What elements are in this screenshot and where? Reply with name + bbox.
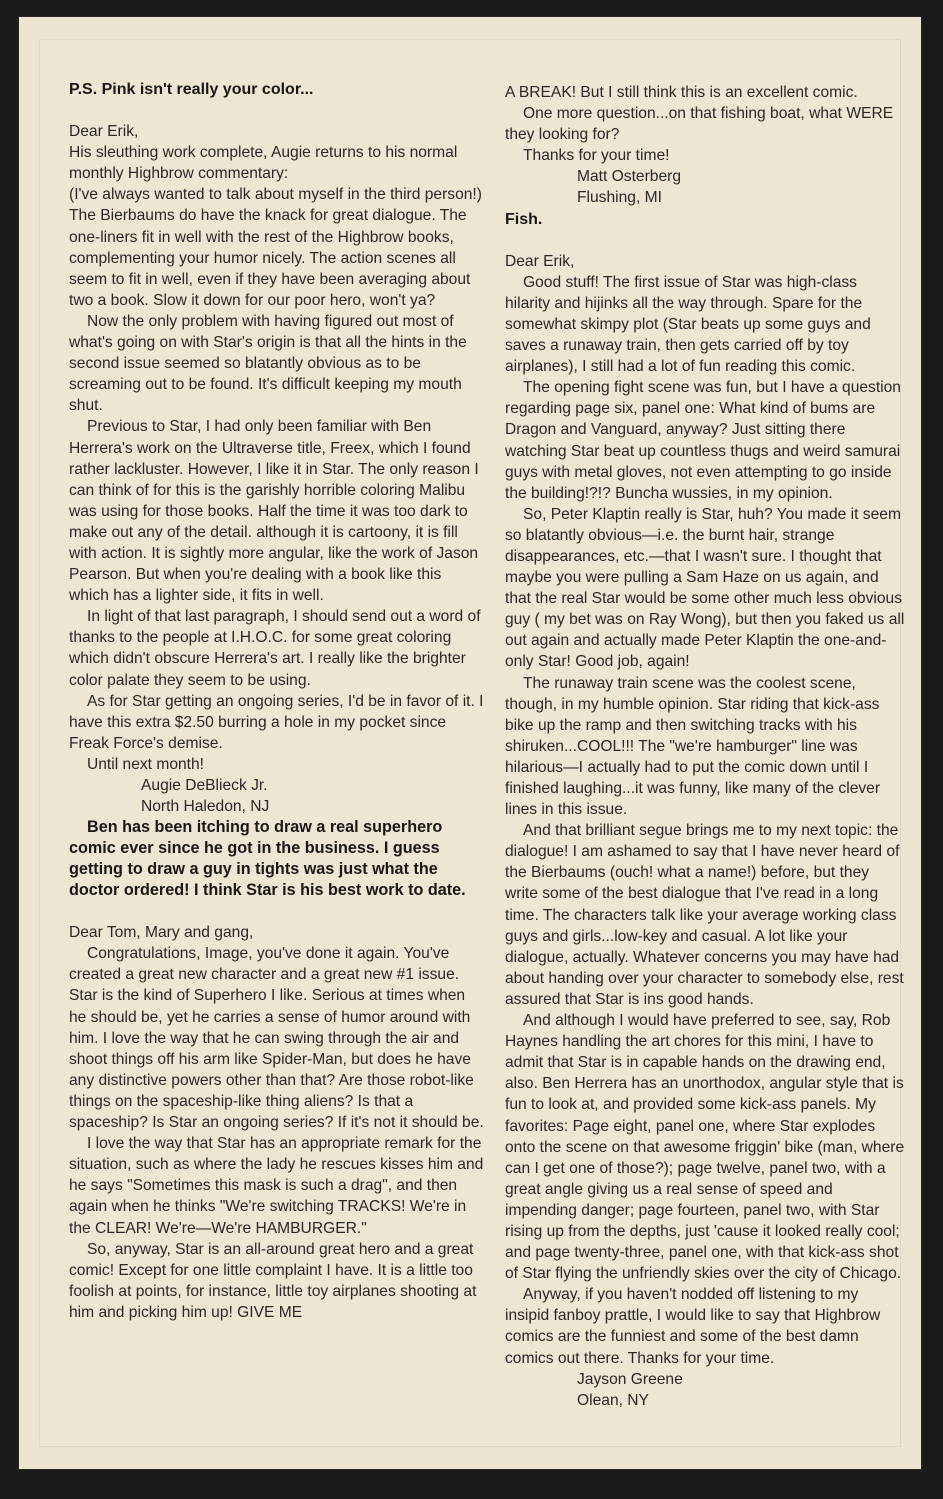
editor-reply: Fish. bbox=[505, 210, 543, 228]
paragraph: And that brilliant segue brings me to my next topic: the dialogue! I am ashamed to say that I have never heard of the Bierbaums (ouch! what a name!) before, but they write some of the best dialogue that I've read in a long time. The characters talk like your average working class guys and girls...low-key and casual. A lot like your dialogue, actually. Whatever concerns you may have had about handing over your character to somebody else, rest assured that Star is ins good hands. bbox=[505, 822, 904, 1008]
paragraph: A BREAK! But I still think this is an excellent comic. bbox=[505, 84, 858, 101]
closing: Until next month! bbox=[87, 755, 205, 773]
salutation: Dear Erik, bbox=[505, 252, 575, 270]
paragraph: Anyway, if you haven't nodded off listening to my insipid fanboy prattle, I would like to say that Highbrow comics are the funniest and some of the best damn comics out there. Thanks for your time. bbox=[505, 1286, 881, 1367]
paragraph: In light of that last paragraph, I should send out a word of thanks to the people at I.H.O.C. for some great coloring which didn't obscure Herrera's art. I really like the brighter color palate they seem to be using. bbox=[69, 608, 481, 689]
paragraph: And although I would have preferred to see, say, Rob Haynes handling the art chores for this mini, I have to admit that Star is in capable hands on the drawing end, also. Ben Herrera has an unorthodox, angular style that is fun to look at, and provided some kick-ass panels. My favorites: Page eight, panel one, where Star explodes onto the scene on that awesome friggin' bike (man, where can I get one of those?); page twelve, panel two, with a great angle giving us a real sense of speed and impending danger; page fourteen, panel two, with Star rising up from the depths, just 'cause it looked really cool; and page twenty-three, panel one, with that kick-ass shot of Star flying the unfriendly skies over the city of Chicago. bbox=[505, 1012, 905, 1283]
right-column bbox=[505, 82, 905, 1411]
page-background bbox=[18, 16, 922, 1470]
signature-place: Flushing, MI bbox=[577, 189, 662, 207]
left-column bbox=[69, 79, 485, 1323]
letters-page bbox=[39, 39, 905, 1447]
closing: Thanks for your time! bbox=[523, 147, 670, 165]
salutation: Dear Erik, bbox=[69, 123, 139, 141]
paragraph: So, anyway, Star is an all-around great hero and a great comic! Except for one little complaint I have. It is a little too foolish at points, for instance, little toy airplanes shooting at him and picking him up! GIVE ME bbox=[69, 1240, 477, 1321]
paragraph: So, Peter Klaptin really is Star, huh? You made it seem so blatantly obvious—i.e. the burnt hair, strange disappearances, etc.—that I wasn't sure. I thought that maybe you were pulling a Sam Haze on us again, and that the real Star would be some other much less obvious guy ( my bet was on Ray Wong), but then you faked us all out again and actually made Peter Klaptin the one-and-only Star! Good job, again! bbox=[505, 505, 905, 671]
paragraph: Congratulations, Image, you've done it again. You've created a great new character and a great new #1 issue. Star is the kind of Superhero I like. Serious at times when he should be, yet he carries a sense of humor around with him. I love the way that he can swing through the air and shoot things off his arm like Spider-Man, but does he have any distinctive powers other than that? Are those robot-like things on the spaceship-like thing aliens? Is that a spaceship? Is Star an ongoing series? If it's not it should be. bbox=[69, 945, 484, 1132]
paragraph: Now the only problem with having figured out most of what's going on with Star's origin is that all the hints in the second issue seemed so blatantly obvious as to be screaming out to be found. It's difficult keeping my mouth shut. bbox=[69, 312, 467, 415]
signature-place: North Haledon, NJ bbox=[141, 798, 270, 816]
section-heading: P.S. Pink isn't really your color... bbox=[69, 81, 314, 98]
paragraph: Good stuff! The first issue of Star was high-class hilarity and hijinks all the way through. Spare for the somewhat skimpy plot (Star beats up some guys and saves a runaway train, then gets carried off by toy airplanes), I still had a lot of fun reading this comic. bbox=[505, 273, 871, 376]
paragraph: His sleuthing work complete, Augie returns to his normal monthly Highbrow commentary: bbox=[69, 144, 458, 183]
letter-jayson bbox=[505, 251, 905, 1411]
paragraph: As for Star getting an ongoing series, I'd be in favor of it. I have this extra $2.50 burring a hole in my pocket since Freak Force's demise. bbox=[69, 692, 484, 752]
signature-name: Matt Osterberg bbox=[577, 168, 681, 186]
salutation: Dear Tom, Mary and gang, bbox=[69, 924, 254, 942]
editor-reply: Ben has been itching to draw a real superhero comic ever since he got in the business. I guess getting to draw a guy in tights was just what the doctor ordered! I think Star is his best work to date. bbox=[69, 818, 466, 900]
signature-place: Olean, NY bbox=[577, 1391, 649, 1409]
paragraph: Previous to Star, I had only been familiar with Ben Herrera's work on the Ultraverse title, Freex, which I found rather lackluster. However, I like it in Star. The only reason I can think of for this is the garishly horrible coloring Malibu was using for those books. Half the time it was too dark to make out any of the detail. although it is cartoony, it is fill with action. It is sightly more angular, like the work of Jason Pearson. But when you're dealing with a book like this which has a lighter side, it fits in well. bbox=[69, 418, 479, 605]
letter-tom-mary bbox=[69, 922, 485, 1323]
signature-name: Jayson Greene bbox=[577, 1370, 683, 1388]
paragraph: One more question...on that fishing boat, what WERE they looking for? bbox=[505, 105, 894, 144]
paragraph: The runaway train scene was the coolest scene, though, in my humble opinion. Star riding that kick-ass bike up the ramp and then switching tracks with his shiruken...COOL!!! The "we're hamburger" line was hilarious—I actually had to put the comic down until I finished laughing...it was funny, like many of the clever lines in this issue. bbox=[505, 674, 881, 819]
letter-augie bbox=[69, 121, 485, 817]
paragraph: (I've always wanted to talk about myself in the third person!) bbox=[69, 186, 482, 204]
paragraph: I love the way that Star has an appropriate remark for the situation, such as where the lady he rescues kisses him and he says "Sometimes this mask is such a drag", and then again when he thinks "We're switching TRACKS! We're in the CLEAR! We're—We're HAMBURGER." bbox=[69, 1135, 484, 1237]
paragraph: The Bierbaums do have the knack for great dialogue. The one-liners fit in well with the rest of the Highbrow books, complementing your humor nicely. The action scenes all seem to fit in well, even if they have been averaging about two a book. Slow it down for our poor hero, won't ya? bbox=[69, 207, 471, 309]
signature-name: Augie DeBlieck Jr. bbox=[141, 777, 268, 794]
paragraph: The opening fight scene was fun, but I have a question regarding page six, panel one: What kind of bums are Dragon and Vanguard, anyway? Just sitting there watching Star beat up countless thugs and weird samurai guys with metal gloves, not even attempting to go inside the building!?!? Buncha wussies, in my opinion. bbox=[505, 379, 901, 502]
